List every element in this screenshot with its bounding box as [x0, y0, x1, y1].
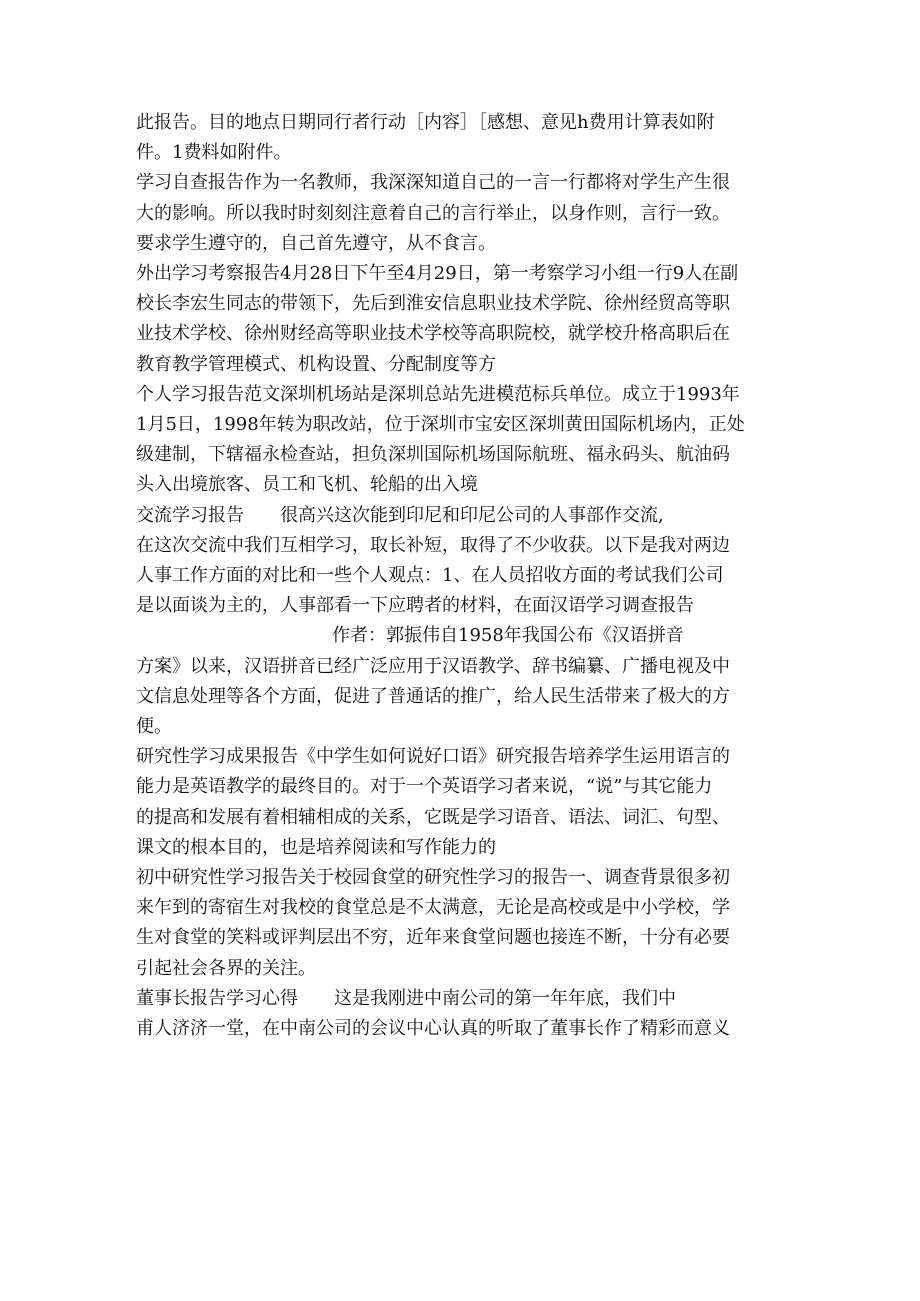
- text-line: 此报告。目的地点日期同行者行动［内容］［感想、意见h费用计算表如附: [136, 112, 715, 133]
- paragraph-8: [136, 863, 788, 984]
- document-body: [136, 108, 788, 1044]
- text-line: 能力是英语教学的最终目的。对于一个英语学习者来说，“说”与其它能力: [136, 776, 713, 798]
- text-line: 来乍到的寄宿生对我校的食堂总是不太满意，无论是高校或是中小学校，学: [136, 897, 730, 919]
- text-line: 个人学习报告范文深圳机场站是深圳总站先进模范标兵单位。成立于1993年: [136, 383, 740, 405]
- text-line: 教育教学管理模式、机构设置、分配制度等方: [136, 353, 496, 375]
- text-line: 初中研究性学习报告关于校园食堂的研究性学习的报告一、调查背景很多初: [136, 867, 730, 889]
- text-line: 的提高和发展有着相辅相成的关系，它既是学习语音、语法、词汇、句型、: [136, 806, 730, 828]
- text-line: 研究性学习成果报告《中学生如何说好口语》研究报告培养学生运用语言的: [136, 746, 730, 768]
- text-line: 业技术学校、徐州财经高等职业技术学校等高职院校，就学校升格高职后在: [136, 323, 730, 345]
- paragraph-9: [136, 984, 788, 1044]
- text-line: 级建制，下辖福永检查站，担负深圳国际机场国际航班、福永码头、航油码: [136, 444, 730, 466]
- text-line: 在这次交流中我们互相学习，取长补短，取得了不少收获。以下是我对两边: [136, 534, 730, 556]
- paragraph-7: [136, 742, 788, 863]
- text-line: 便。: [136, 716, 172, 738]
- text-line: 要求学生遵守的，自己首先遵守，从不食言。: [136, 232, 496, 254]
- text-line: 1月5日，1998年转为职改站，位于深圳市宝安区深圳黄田国际机场内，正处: [136, 414, 745, 436]
- paragraph-1: [136, 108, 788, 168]
- text-line: 方案》以来，汉语拼音已经广泛应用于汉语教学、辞书编纂、广播电视及中: [136, 655, 730, 677]
- text-line: 校长李宏生同志的带领下，先后到淮安信息职业技术学院、徐州经贸高等职: [136, 293, 730, 315]
- paragraph-6: [136, 621, 788, 742]
- text-line: 人事工作方面的对比和一些个人观点：1、在人员招收方面的考试我们公司: [136, 565, 724, 587]
- text-line: 文信息处理等各个方面，促进了普通话的推广，给人民生活带来了极大的方: [136, 685, 730, 707]
- text-line: 头入出境旅客、员工和飞机、轮船的出入境: [136, 474, 478, 496]
- text-line: 课文的根本目的，也是培养阅读和写作能力的: [136, 836, 496, 858]
- text-line: 件。1费料如附件。: [136, 142, 292, 164]
- text-line: 引起社会各界的关注。: [136, 957, 316, 979]
- paragraph-4: [136, 380, 788, 501]
- text-line: 是以面谈为主的，人事部看一下应聘者的材料，在面汉语学习调查报告: [136, 595, 694, 617]
- paragraph-5: [136, 501, 788, 622]
- text-line: 生对食堂的笑料或评判层出不穷，近年来食堂问题也接连不断，十分有必要: [136, 927, 730, 949]
- paragraph-3: [136, 259, 788, 380]
- text-line: 甫人济济一堂，在中南公司的会议中心认真的听取了董事长作了精彩而意义: [136, 1018, 730, 1040]
- text-line: 外出学习考察报告4月28日下午至4月29日，第一考察学习小组一行9人在副: [136, 263, 739, 285]
- paragraph-2: [136, 168, 788, 259]
- text-line: 大的影响。所以我时时刻刻注意着自己的言行举止，以身作则，言行一致。: [136, 202, 730, 224]
- text-line: 董事长报告学习心得 这是我刚进中南公司的第一年年底，我们中: [136, 987, 676, 1009]
- text-line: 交流学习报告 很高兴这次能到印尼和印尼公司的人事部作交流,: [136, 504, 664, 526]
- text-line: 学习自查报告作为一名教师，我深深知道自己的一言一行都将对学生产生很: [136, 172, 730, 194]
- author-line: 作者：郭振伟自1958年我国公布《汉语拼音: [332, 625, 684, 647]
